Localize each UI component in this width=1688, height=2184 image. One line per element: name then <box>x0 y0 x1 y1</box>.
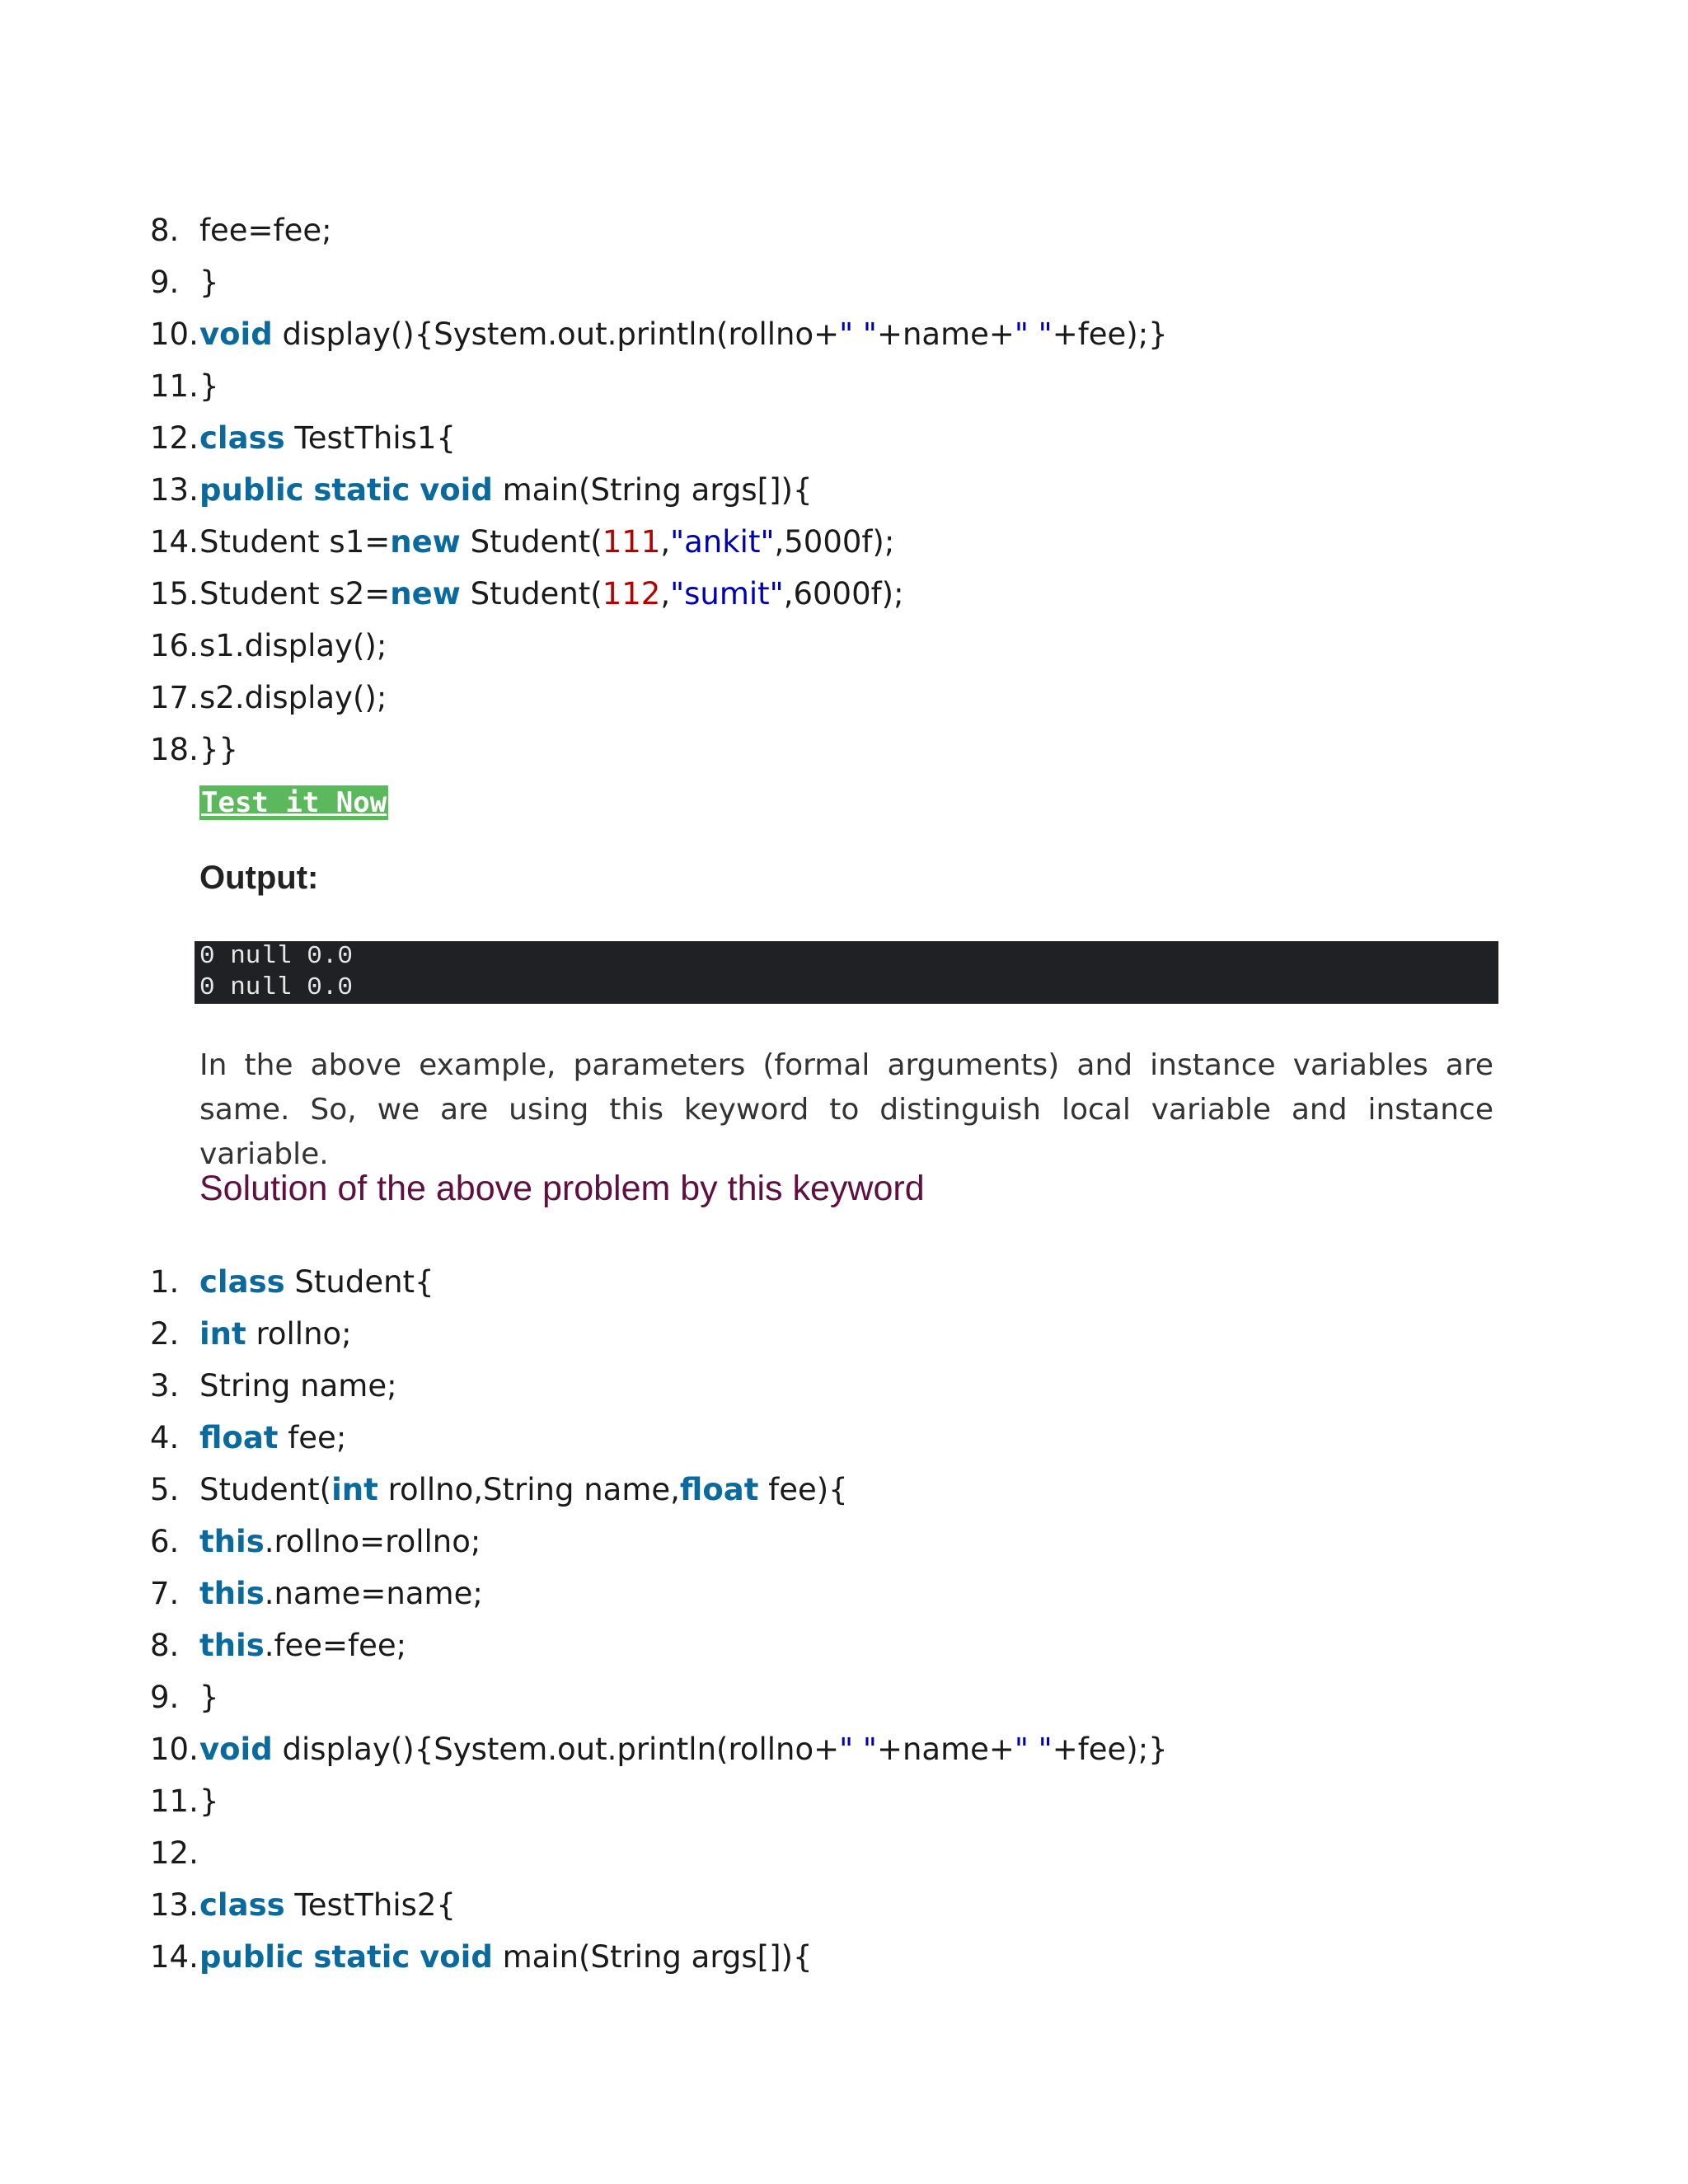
line-number: 2. <box>150 1316 180 1352</box>
code-keyword: float <box>199 1420 279 1455</box>
code-token: main(String args[]){ <box>492 472 813 508</box>
line-number: 3. <box>150 1368 180 1404</box>
code-string: " " <box>1014 316 1053 352</box>
code-text <box>199 412 456 464</box>
code-token: } <box>199 265 219 300</box>
code-keyword: public <box>199 472 304 508</box>
code-string: " " <box>839 1732 877 1767</box>
console-line: 0 null 0.0 <box>199 973 354 1002</box>
code-text <box>199 620 387 672</box>
code-token: Student{ <box>284 1264 434 1300</box>
code-token: TestThis2{ <box>284 1887 456 1923</box>
code-text <box>199 568 904 620</box>
code-token <box>304 1939 314 1975</box>
code-string: "sumit" <box>670 576 784 612</box>
line-number: 17. <box>150 680 199 715</box>
code-token: display(){System.out.println(rollno+ <box>272 1732 840 1767</box>
code-text <box>199 308 1168 360</box>
code-text <box>199 204 332 256</box>
code-token: , <box>660 524 671 560</box>
code-keyword: new <box>390 576 461 612</box>
line-number: 16. <box>150 628 199 663</box>
line-number: 18. <box>150 732 199 767</box>
code-text <box>199 1775 219 1827</box>
code-keyword: void <box>420 472 493 508</box>
code-number: 112 <box>602 576 661 612</box>
code-token: ,5000f); <box>774 524 895 560</box>
code-text <box>199 1619 406 1671</box>
line-number: 14. <box>150 524 199 560</box>
line-number: 5. <box>150 1472 180 1507</box>
code-keyword: static <box>313 1939 410 1975</box>
code-token: , <box>660 576 671 612</box>
code-token: String name; <box>199 1368 397 1404</box>
code-text <box>199 464 813 516</box>
code-token: +fee);} <box>1052 1732 1168 1767</box>
code-token <box>304 472 314 508</box>
code-token: }} <box>199 732 239 767</box>
code-text <box>199 724 238 776</box>
code-token: Student( <box>460 576 603 612</box>
code-token: fee){ <box>758 1472 848 1507</box>
code-token: Student s1= <box>199 524 391 560</box>
code-token: .fee=fee; <box>264 1628 407 1663</box>
code-token: TestThis1{ <box>284 420 456 456</box>
line-number: 13. <box>150 1887 199 1923</box>
line-number: 12. <box>150 1835 199 1871</box>
line-number: 8. <box>150 1628 180 1663</box>
code-token: Student( <box>460 524 603 560</box>
code-token: s2.display(); <box>199 680 387 715</box>
code-text <box>199 1360 397 1412</box>
code-token: +name+ <box>876 316 1015 352</box>
code-keyword: this <box>199 1576 265 1611</box>
line-number: 12. <box>150 420 199 456</box>
code-text <box>199 1308 352 1360</box>
line-number: 9. <box>150 265 180 300</box>
code-keyword: int <box>331 1472 378 1507</box>
code-token <box>410 1939 420 1975</box>
code-token: display(){System.out.println(rollno+ <box>272 316 840 352</box>
code-text <box>199 360 219 412</box>
line-number: 15. <box>150 576 199 612</box>
code-text <box>199 1464 848 1516</box>
line-number: 6. <box>150 1524 180 1559</box>
code-token: fee=fee; <box>199 213 332 248</box>
code-string: "ankit" <box>670 524 775 560</box>
code-token: +name+ <box>876 1732 1015 1767</box>
section-heading: Solution of the above problem by this keyword <box>199 1169 925 1208</box>
line-number: 10. <box>150 1732 199 1767</box>
code-token <box>410 472 420 508</box>
line-number: 11. <box>150 368 199 404</box>
code-text <box>199 1256 434 1308</box>
code-token: ,6000f); <box>783 576 904 612</box>
code-keyword: class <box>199 1887 285 1923</box>
test-it-now-button[interactable]: Test it Now <box>201 786 387 819</box>
code-keyword: new <box>390 524 461 560</box>
output-label: Output: <box>199 860 319 896</box>
code-keyword: class <box>199 420 285 456</box>
line-number: 7. <box>150 1576 180 1611</box>
code-text <box>199 256 219 308</box>
code-token: } <box>199 368 219 404</box>
code-keyword: class <box>199 1264 285 1300</box>
code-text <box>199 1412 346 1464</box>
code-keyword: float <box>679 1472 759 1507</box>
code-token: .rollno=rollno; <box>264 1524 481 1559</box>
line-number: 10. <box>150 316 199 352</box>
code-token: +fee);} <box>1052 316 1168 352</box>
line-number: 9. <box>150 1680 180 1715</box>
code-string: " " <box>1014 1732 1053 1767</box>
line-number: 8. <box>150 213 180 248</box>
code-text <box>199 1671 219 1723</box>
code-token: fee; <box>278 1420 347 1455</box>
line-number: 13. <box>150 472 199 508</box>
code-token: } <box>199 1783 219 1819</box>
code-keyword: static <box>313 472 410 508</box>
code-keyword: int <box>199 1316 246 1352</box>
code-token: rollno; <box>246 1316 352 1352</box>
code-keyword: this <box>199 1524 265 1559</box>
line-number: 14. <box>150 1939 199 1975</box>
code-token: } <box>199 1680 219 1715</box>
code-text <box>199 1931 813 1983</box>
code-keyword: void <box>420 1939 493 1975</box>
code-token: Student( <box>199 1472 332 1507</box>
code-text <box>199 1879 456 1931</box>
explanation-paragraph: In the above example, parameters (formal arguments) and instance variables are same. So, we are using this keyword to distinguish local variable and instance variable. <box>199 1048 1493 1171</box>
line-number: 4. <box>150 1420 180 1455</box>
code-token: Student s2= <box>199 576 391 612</box>
code-keyword: void <box>199 316 273 352</box>
code-text <box>199 1568 483 1619</box>
code-token: rollno,String name, <box>377 1472 680 1507</box>
line-number: 11. <box>150 1783 199 1819</box>
code-text <box>199 1723 1168 1775</box>
code-text <box>199 672 387 724</box>
console-line: 0 null 0.0 <box>199 942 354 971</box>
code-token: .name=name; <box>264 1576 483 1611</box>
code-keyword: this <box>199 1628 265 1663</box>
code-text <box>199 1516 481 1568</box>
code-keyword: void <box>199 1732 273 1767</box>
code-number: 111 <box>602 524 661 560</box>
code-token: s1.display(); <box>199 628 387 663</box>
output-console <box>195 941 1498 1004</box>
code-keyword: public <box>199 1939 304 1975</box>
code-text <box>199 516 894 568</box>
line-number: 1. <box>150 1264 180 1300</box>
code-token: main(String args[]){ <box>492 1939 813 1975</box>
code-string: " " <box>839 316 877 352</box>
